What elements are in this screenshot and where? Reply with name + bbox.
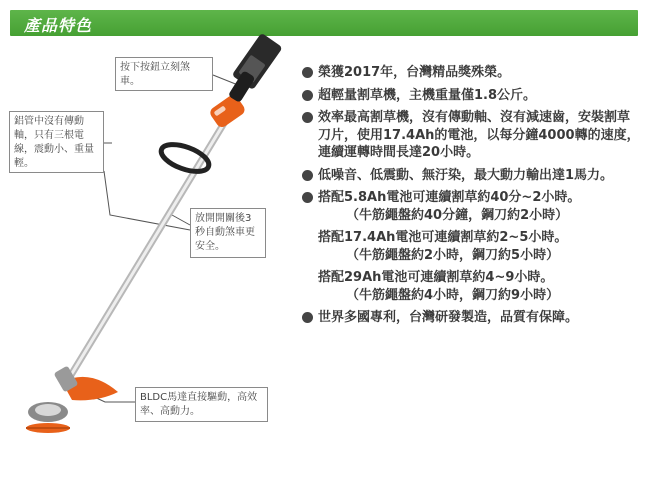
- bullet-icon: [302, 170, 313, 181]
- feature-item-efficiency: 效率最高割草機，沒有傳動軸、沒有減速齒，安裝割草刀片，使用17.4Ah的電池，以每分鐘4000轉的速度，連續運轉時間長達20小時。: [302, 109, 642, 162]
- feature-subnote: （牛筋繩盤約2小時，鋼刀約5小時）: [346, 247, 560, 263]
- feature-subnote: （牛筋繩盤約4小時，鋼刀約9小時）: [346, 287, 560, 303]
- callout-brake-button: 按下按鈕立刻煞車。: [115, 57, 213, 91]
- feature-item-weight: 超輕量割草機，主機重量僅1.8公斤。: [302, 87, 642, 105]
- feature-subnote: （牛筋繩盤約40分鐘，鋼刀約2小時）: [346, 207, 569, 223]
- callout-bldc-motor: BLDC馬達直接驅動，高效率、高動力。: [135, 387, 268, 422]
- bullet-icon: [302, 90, 313, 101]
- feature-item-low-noise: 低噪音、低震動、無汙染，最大動力輸出達1馬力。: [302, 167, 642, 185]
- callout-auto-brake: 放開開關後3秒自動煞車更安全。: [190, 208, 266, 258]
- bullet-icon: [302, 112, 313, 123]
- feature-list: [302, 64, 642, 332]
- feature-item-battery-29: 搭配29Ah電池可連續割草約4~9小時。 （牛筋繩盤約4小時，鋼刀約9小時）: [302, 269, 642, 304]
- feature-item-award: 榮獲2017年，台灣精品獎殊榮。: [302, 64, 642, 82]
- bullet-icon: [302, 192, 313, 203]
- feature-item-patent: 世界多國專利，台灣研發製造，品質有保障。: [302, 309, 642, 327]
- feature-item-battery-5-8: 搭配5.8Ah電池可連續割草約40分~2小時。 （牛筋繩盤約40分鐘，鋼刀約2小時）: [302, 189, 642, 224]
- feature-item-battery-17-4: 搭配17.4Ah電池可連續割草約2~5小時。 （牛筋繩盤約2小時，鋼刀約5小時）: [302, 229, 642, 264]
- callout-aluminum-shaft: 鋁管中沒有傳動軸，只有三根電線，震動小、重量輕。: [9, 111, 104, 173]
- bullet-icon: [302, 67, 313, 78]
- section-title: 產品特色: [24, 16, 93, 35]
- bullet-icon: [302, 312, 313, 323]
